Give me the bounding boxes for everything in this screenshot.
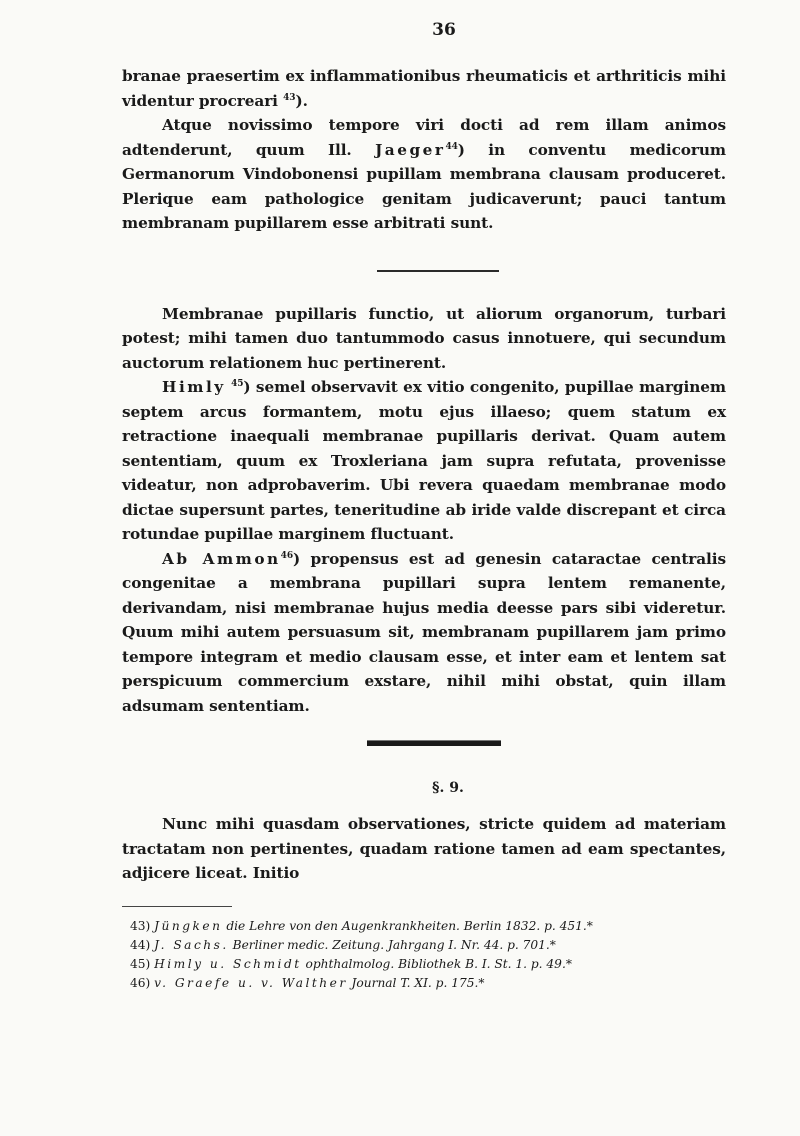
footnote-text: ophthalmolog. Bibliothek B. I. St. 1. p. 49.* (305, 956, 572, 971)
footnote-text: Journal T. XI. p. 175.* (351, 975, 485, 990)
paragraph-2 (122, 113, 726, 236)
page-number: 36 (432, 20, 456, 40)
footnote-author: v. Graefe u. v. Walther (154, 975, 348, 990)
paragraph-2-text-b: ) in conventu medicorum Germanorum Vindobonensi pupillam membrana clausam produceret. Plerique eam pathologice genitam judicaverunt; pauci tantum membranam pupillarem esse arbitrati sunt. (122, 140, 726, 232)
footnote-ref-45: 45 (231, 378, 244, 389)
footnote-43 (122, 917, 726, 936)
paragraph-1 (122, 64, 726, 113)
paragraph-5 (122, 547, 726, 719)
author-jaeger: Jaeger (375, 140, 446, 159)
footnote-number: 44) (130, 937, 151, 952)
footnote-45 (122, 955, 726, 974)
paragraph-4-text: ) semel observavit ex vitio congenito, pupillae marginem septem arcus formantem, motu ejus illaeso; quem statum ex retractione inaequali membranae pupillaris derivat. Quam autem sententiam, quum ex Troxleriana jam supra refutata, provenisse videatur, non adprobaverim. Ubi revera quaedam membranae modo dictae supersunt partes, teneritudine ab iride valde discrepant et circa rotundae pupillae marginem fluctuant. (122, 378, 726, 543)
separator-rule (377, 270, 499, 272)
footnotes (122, 917, 726, 993)
author-himly: Himly (162, 378, 226, 396)
footnote-ref-43: 43 (283, 92, 296, 103)
footnote-rule (122, 906, 232, 907)
footnote-ref-44: 44 (445, 141, 458, 152)
author-ab-ammon: Ab Ammon (162, 549, 281, 568)
footnote-number: 45) (130, 956, 151, 971)
footnote-text: Berliner medic. Zeitung. Jahrgang I. Nr. 44. p. 701.* (232, 937, 556, 952)
section-rule (367, 740, 501, 746)
book-page (122, 20, 726, 993)
footnote-number: 46) (130, 975, 151, 990)
paragraph-1-text: branae praesertim ex inflammationibus rheumaticis et arthriticis mihi videntur procreari (122, 67, 726, 110)
footnote-number: 43) (130, 918, 151, 933)
footnote-text: die Lehre von den Augenkrankheiten. Berlin 1832. p. 451.* (226, 918, 593, 933)
footnote-author: J. Sachs. (154, 937, 229, 952)
footnote-44 (122, 936, 726, 955)
paragraph-6: Nunc mihi quasdam observationes, stricte quidem ad materiam tractatam non pertinentes, quadam ratione tamen ad eam spectantes, adjicere liceat. Initio (122, 815, 726, 882)
paragraph-3: Membranae pupillaris functio, ut aliorum organorum, turbari potest; mihi tamen duo tantummodo casus innotuere, qui secundum auctorum relationem huc pertinerent. (122, 304, 726, 372)
footnote-ref-46: 46 (280, 550, 293, 561)
paragraph-1-end: ). (295, 91, 308, 110)
paragraph-2-text-a: Atque novissimo tempore viri docti ad rem illam animos adtenderunt, quum Ill. (122, 116, 726, 159)
section-heading: §. 9. (432, 780, 464, 796)
footnote-46 (122, 974, 726, 993)
footnote-author: Jüngken (154, 918, 223, 933)
footnote-author: Himly u. Schmidt (154, 956, 302, 971)
paragraph-4 (122, 375, 726, 547)
paragraph-5-text: ) propensus est ad genesin cataractae centralis congenitae a membrana pupillari supra lentem remanente, derivandam, nisi membranae hujus media deesse pars sibi videretur. Quum mihi autem persuasum sit, membranam pupillarem jam primo tempore integram et medio clausam esse, et inter eam et lentem sat perspicuum commercium exstare, nihil mihi obstat, quin illam adsumam sententiam. (122, 549, 726, 715)
